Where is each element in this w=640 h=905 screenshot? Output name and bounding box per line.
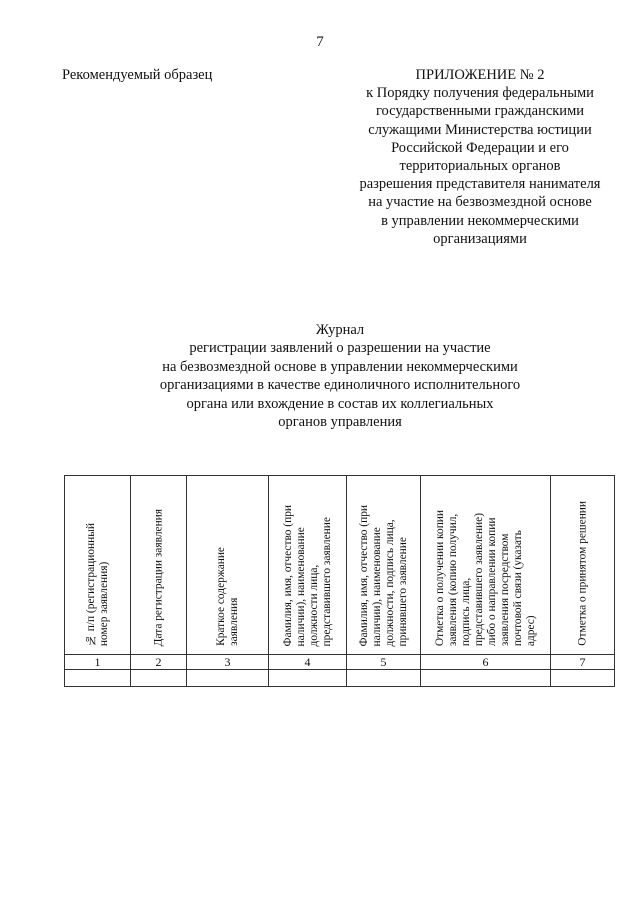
table-header-row (65, 476, 615, 655)
column-header-registration-number: № п/п (регистрационный номер заявления) (65, 476, 131, 655)
table-row (65, 670, 615, 687)
column-number: 7 (551, 655, 615, 670)
empty-cell (65, 670, 131, 687)
empty-cell (187, 670, 269, 687)
column-header-decision: Отметка о принятом решении (551, 476, 615, 655)
journal-title-block (90, 321, 590, 431)
appendix-line: на участие на безвозмездной основе (368, 194, 592, 211)
column-number: 3 (187, 655, 269, 670)
appendix-block (330, 66, 630, 248)
appendix-line: разрешения представителя нанимателя (359, 176, 601, 193)
recommended-sample-label: Рекомендуемый образец (62, 67, 213, 83)
appendix-title: ПРИЛОЖЕНИЕ № 2 (415, 67, 545, 83)
journal-subtitle-line: на безвозмездной основе в управлении некоммерческими (162, 358, 518, 375)
empty-cell (347, 670, 421, 687)
appendix-line: территориальных органов (399, 158, 561, 175)
appendix-line: к Порядку получения федеральными (366, 85, 594, 102)
appendix-line: Российской Федерации и его (391, 139, 569, 156)
empty-cell (269, 670, 347, 687)
appendix-line: служащими Министерства юстиции (368, 121, 592, 138)
appendix-line: государственными гражданскими (375, 103, 585, 120)
column-number: 2 (131, 655, 187, 670)
empty-cell (421, 670, 551, 687)
register-table (64, 475, 615, 687)
column-header-registration-date: Дата регистрации заявления (131, 476, 187, 655)
journal-subtitle-line: органов управления (278, 414, 402, 431)
column-header-summary: Краткое содержание заявления (187, 476, 269, 655)
column-header-copy-receipt: Отметка о получении копии заявления (копию получил, подпись лица, представившего заявление) либо о направлении копии заявления посредством почтовой связи (указать адрес) (421, 476, 551, 655)
column-number: 6 (421, 655, 551, 670)
journal-subtitle-line: регистрации заявлений о разрешении на участие (189, 340, 491, 357)
column-header-submitter: Фамилия, имя, отчество (при наличии), наименование должности лица, представившего заявление (269, 476, 347, 655)
page-number: 7 (316, 34, 324, 50)
column-number: 4 (269, 655, 347, 670)
appendix-line: в управлении некоммерческими (381, 212, 579, 229)
empty-cell (131, 670, 187, 687)
empty-cell (551, 670, 615, 687)
column-header-receiver: Фамилия, имя, отчество (при наличии), наименование должности, подпись лица, принявшего заявление (347, 476, 421, 655)
column-number-row (65, 655, 615, 670)
journal-subtitle-line: органа или вхождение в состав их коллегиальных (186, 395, 494, 412)
appendix-line: организациями (433, 230, 527, 247)
column-number: 1 (65, 655, 131, 670)
column-number: 5 (347, 655, 421, 670)
journal-subtitle-line: организациями в качестве единоличного исполнительного (159, 377, 521, 394)
journal-title: Журнал (315, 322, 365, 338)
